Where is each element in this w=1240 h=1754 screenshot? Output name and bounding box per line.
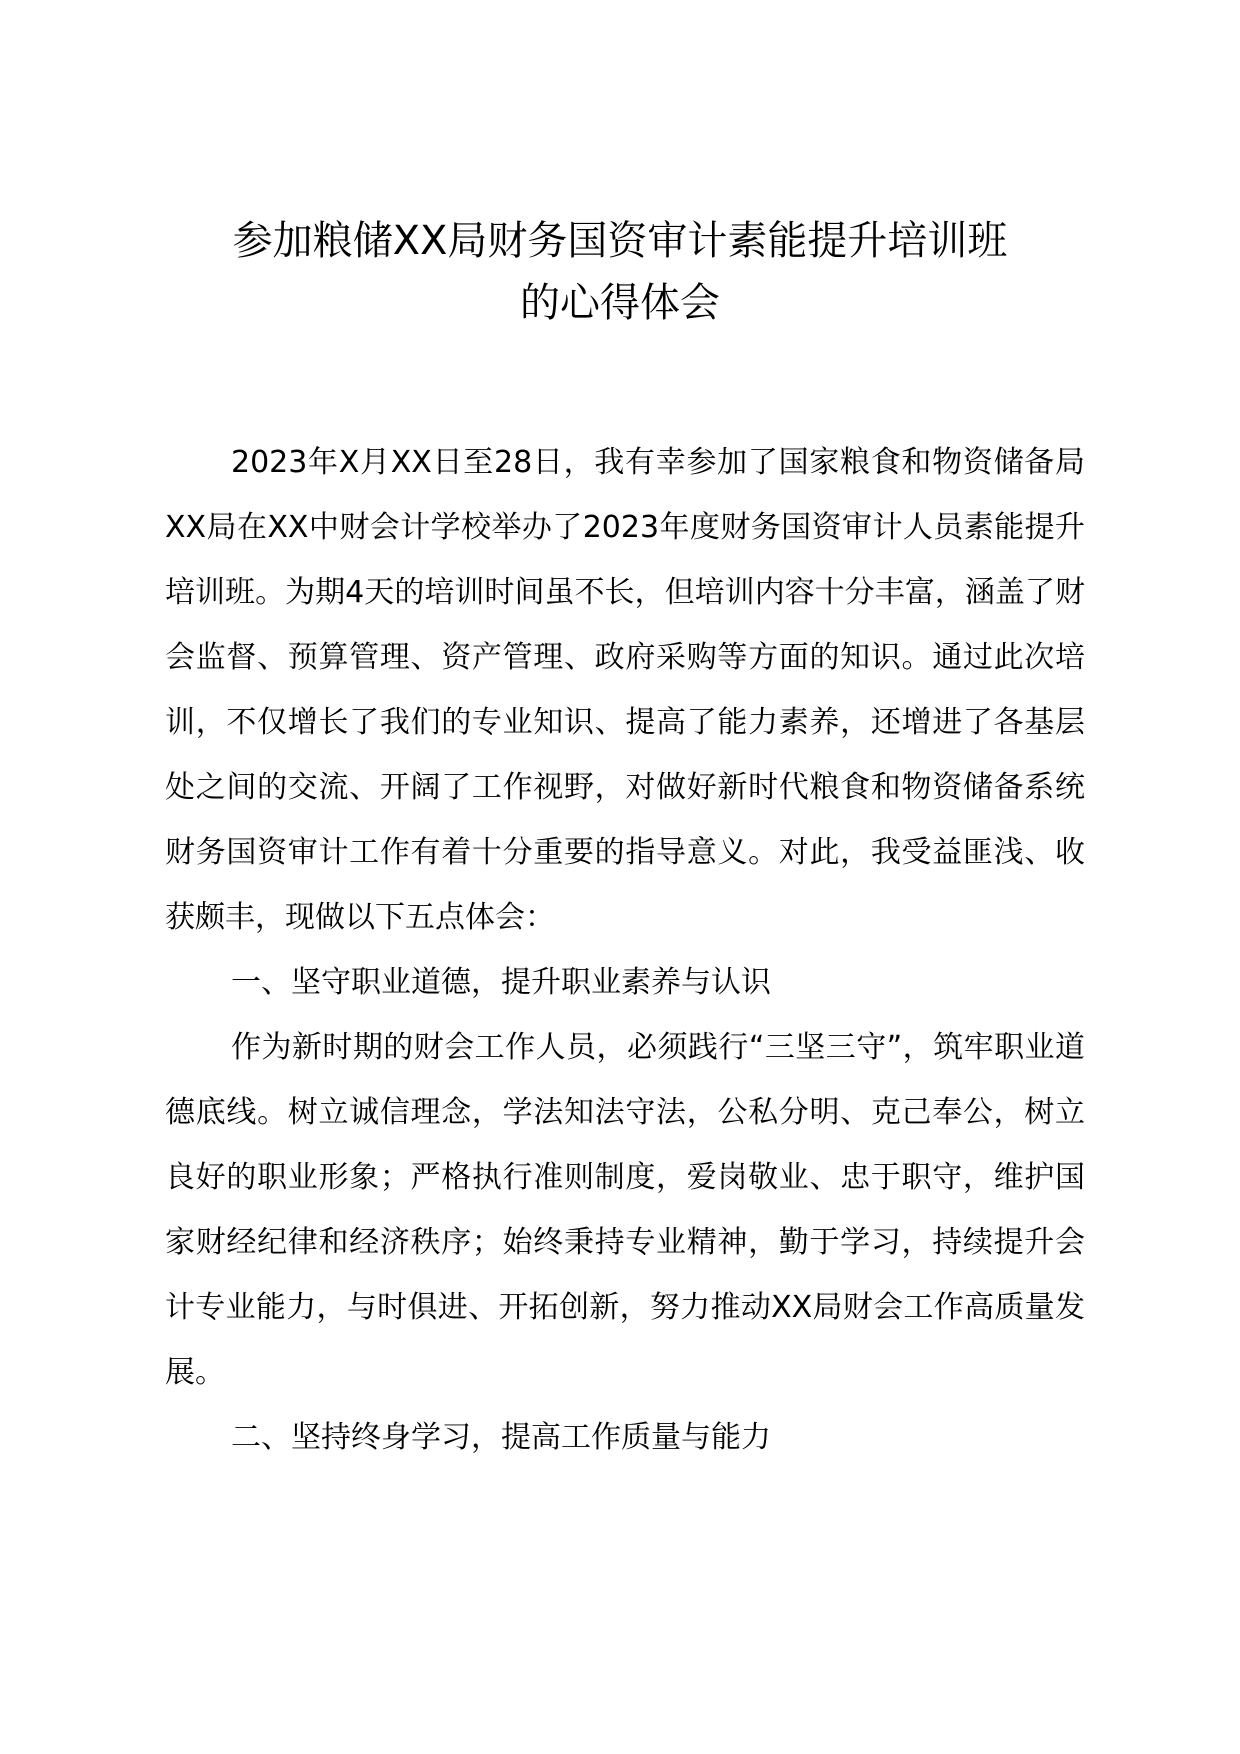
intro-paragraph: 2023年X月XX日至28日，我有幸参加了国家粮食和物资储备局XX局在XX中财会计学校举办了2023年度财务国资审计人员素能提升培训班。为期4天的培训时间虽不长，但培训内容十分丰富，涵盖了财会监督、预算管理、资产管理、政府采购等方面的知识。通过此次培训，不仅增长了我们的专业知识、提高了能力素养，还增进了各基层处之间的交流、开阔了工作视野，对做好新时代粮食和物资储备系统财务国资审计工作有着十分重要的指导意义。对此，我受益匪浅、收获颇丰，现做以下五点体会： — [165, 445, 1085, 935]
document-title — [150, 210, 1090, 334]
title-line-2: 的心得体会 — [520, 280, 720, 326]
section-2-heading: 二、坚持终身学习，提高工作质量与能力 — [231, 1420, 771, 1455]
title-line-1: 参加粮储XX局财务国资审计素能提升培训班 — [232, 218, 1008, 264]
section-1-paragraph: 作为新时期的财会工作人员，必须践行“三坚三守”，筑牢职业道德底线。树立诚信理念，学法知法守法，公私分明、克己奉公，树立良好的职业形象；严格执行准则制度，爱岗敬业、忠于职守，维护国家财经纪律和经济秩序；始终秉持专业精神，勤于学习，持续提升会计专业能力，与时俱进、开拓创新，努力推动XX局财会工作高质量发展。 — [165, 1030, 1085, 1390]
section-1-heading: 一、坚守职业道德，提升职业素养与认识 — [231, 965, 771, 1000]
document-body — [165, 430, 1085, 1470]
